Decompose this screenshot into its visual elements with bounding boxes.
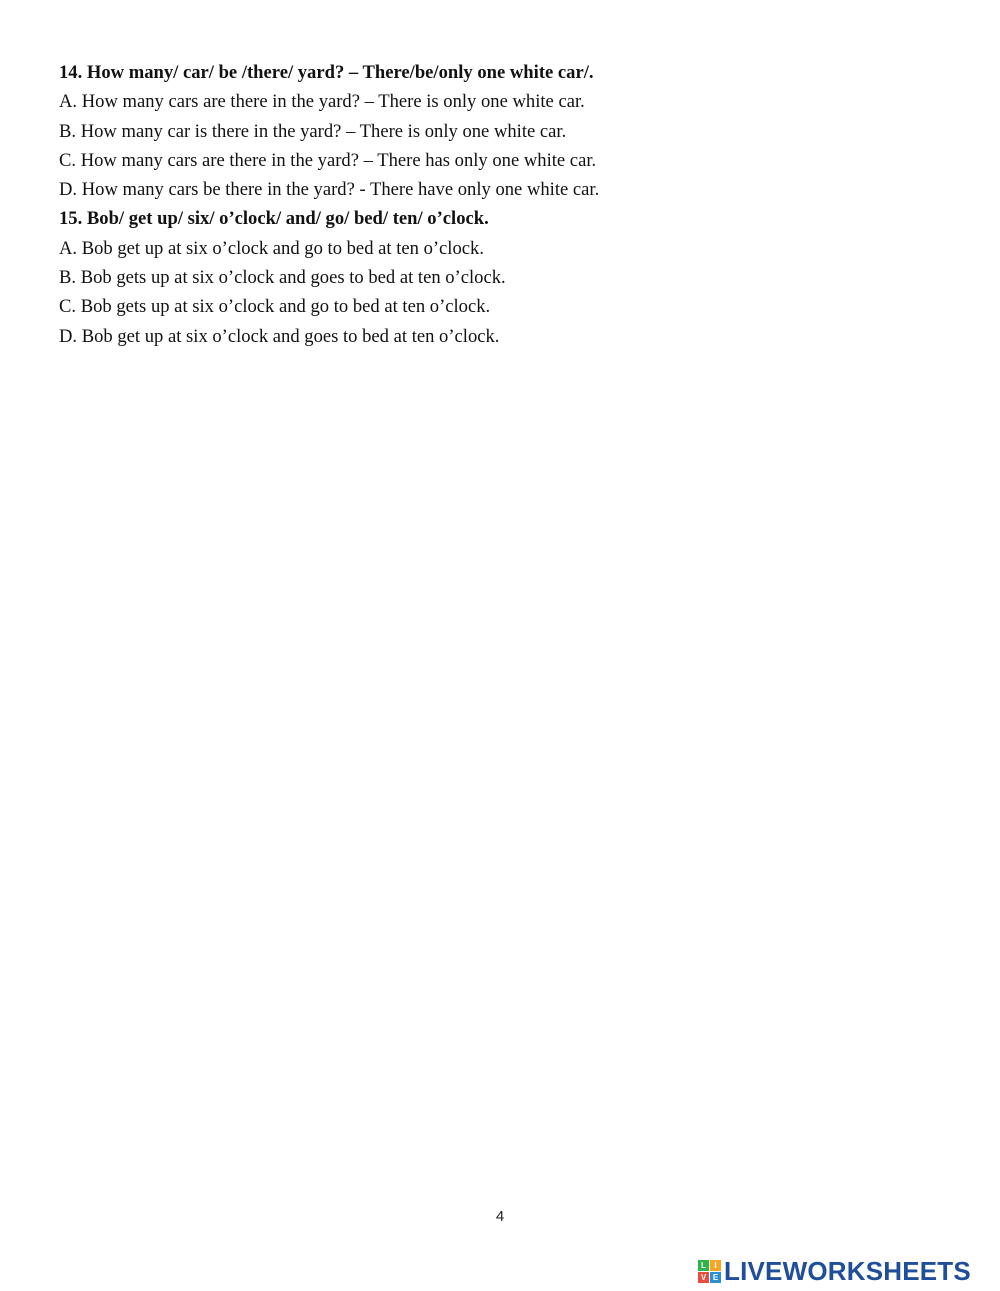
question-14-option-d: D. How many cars be there in the yard? - There have only one white car. [59, 179, 600, 201]
question-14-option-c: C. How many cars are there in the yard? – There has only one white car. [59, 149, 597, 171]
question-15-title: 15. Bob/ get up/ six/ o’clock/ and/ go/ bed/ ten/ o’clock. [59, 208, 489, 230]
question-14-option-a: A. How many cars are there in the yard? – There is only one white car. [59, 91, 585, 113]
page-number: 4 [495, 1208, 505, 1225]
question-14-title: 14. How many/ car/ be /there/ yard? – There/be/only one white car/. [59, 62, 594, 83]
question-14-option-b: B. How many car is there in the yard? – There is only one white car. [59, 120, 567, 142]
logo-cell-v: V [698, 1272, 709, 1283]
question-15-option-c: C. Bob gets up at six o’clock and go to bed at ten o’clock. [59, 296, 491, 318]
logo-cell-l: L [698, 1260, 709, 1271]
question-15-option-d: D. Bob get up at six o’clock and goes to bed at ten o’clock. [59, 325, 500, 347]
question-15-option-a: A. Bob get up at six o’clock and go to bed at ten o’clock. [59, 237, 484, 259]
question-15-option-b: B. Bob gets up at six o’clock and goes to bed at ten o’clock. [59, 267, 506, 289]
logo-text: LIVEWORKSHEETS [724, 1255, 971, 1286]
logo-cell-i: I [710, 1260, 721, 1271]
liveworksheets-logo[interactable] [698, 1256, 971, 1286]
logo-cell-e: E [710, 1272, 721, 1283]
questions-section [59, 58, 959, 351]
logo-icon [698, 1260, 721, 1283]
